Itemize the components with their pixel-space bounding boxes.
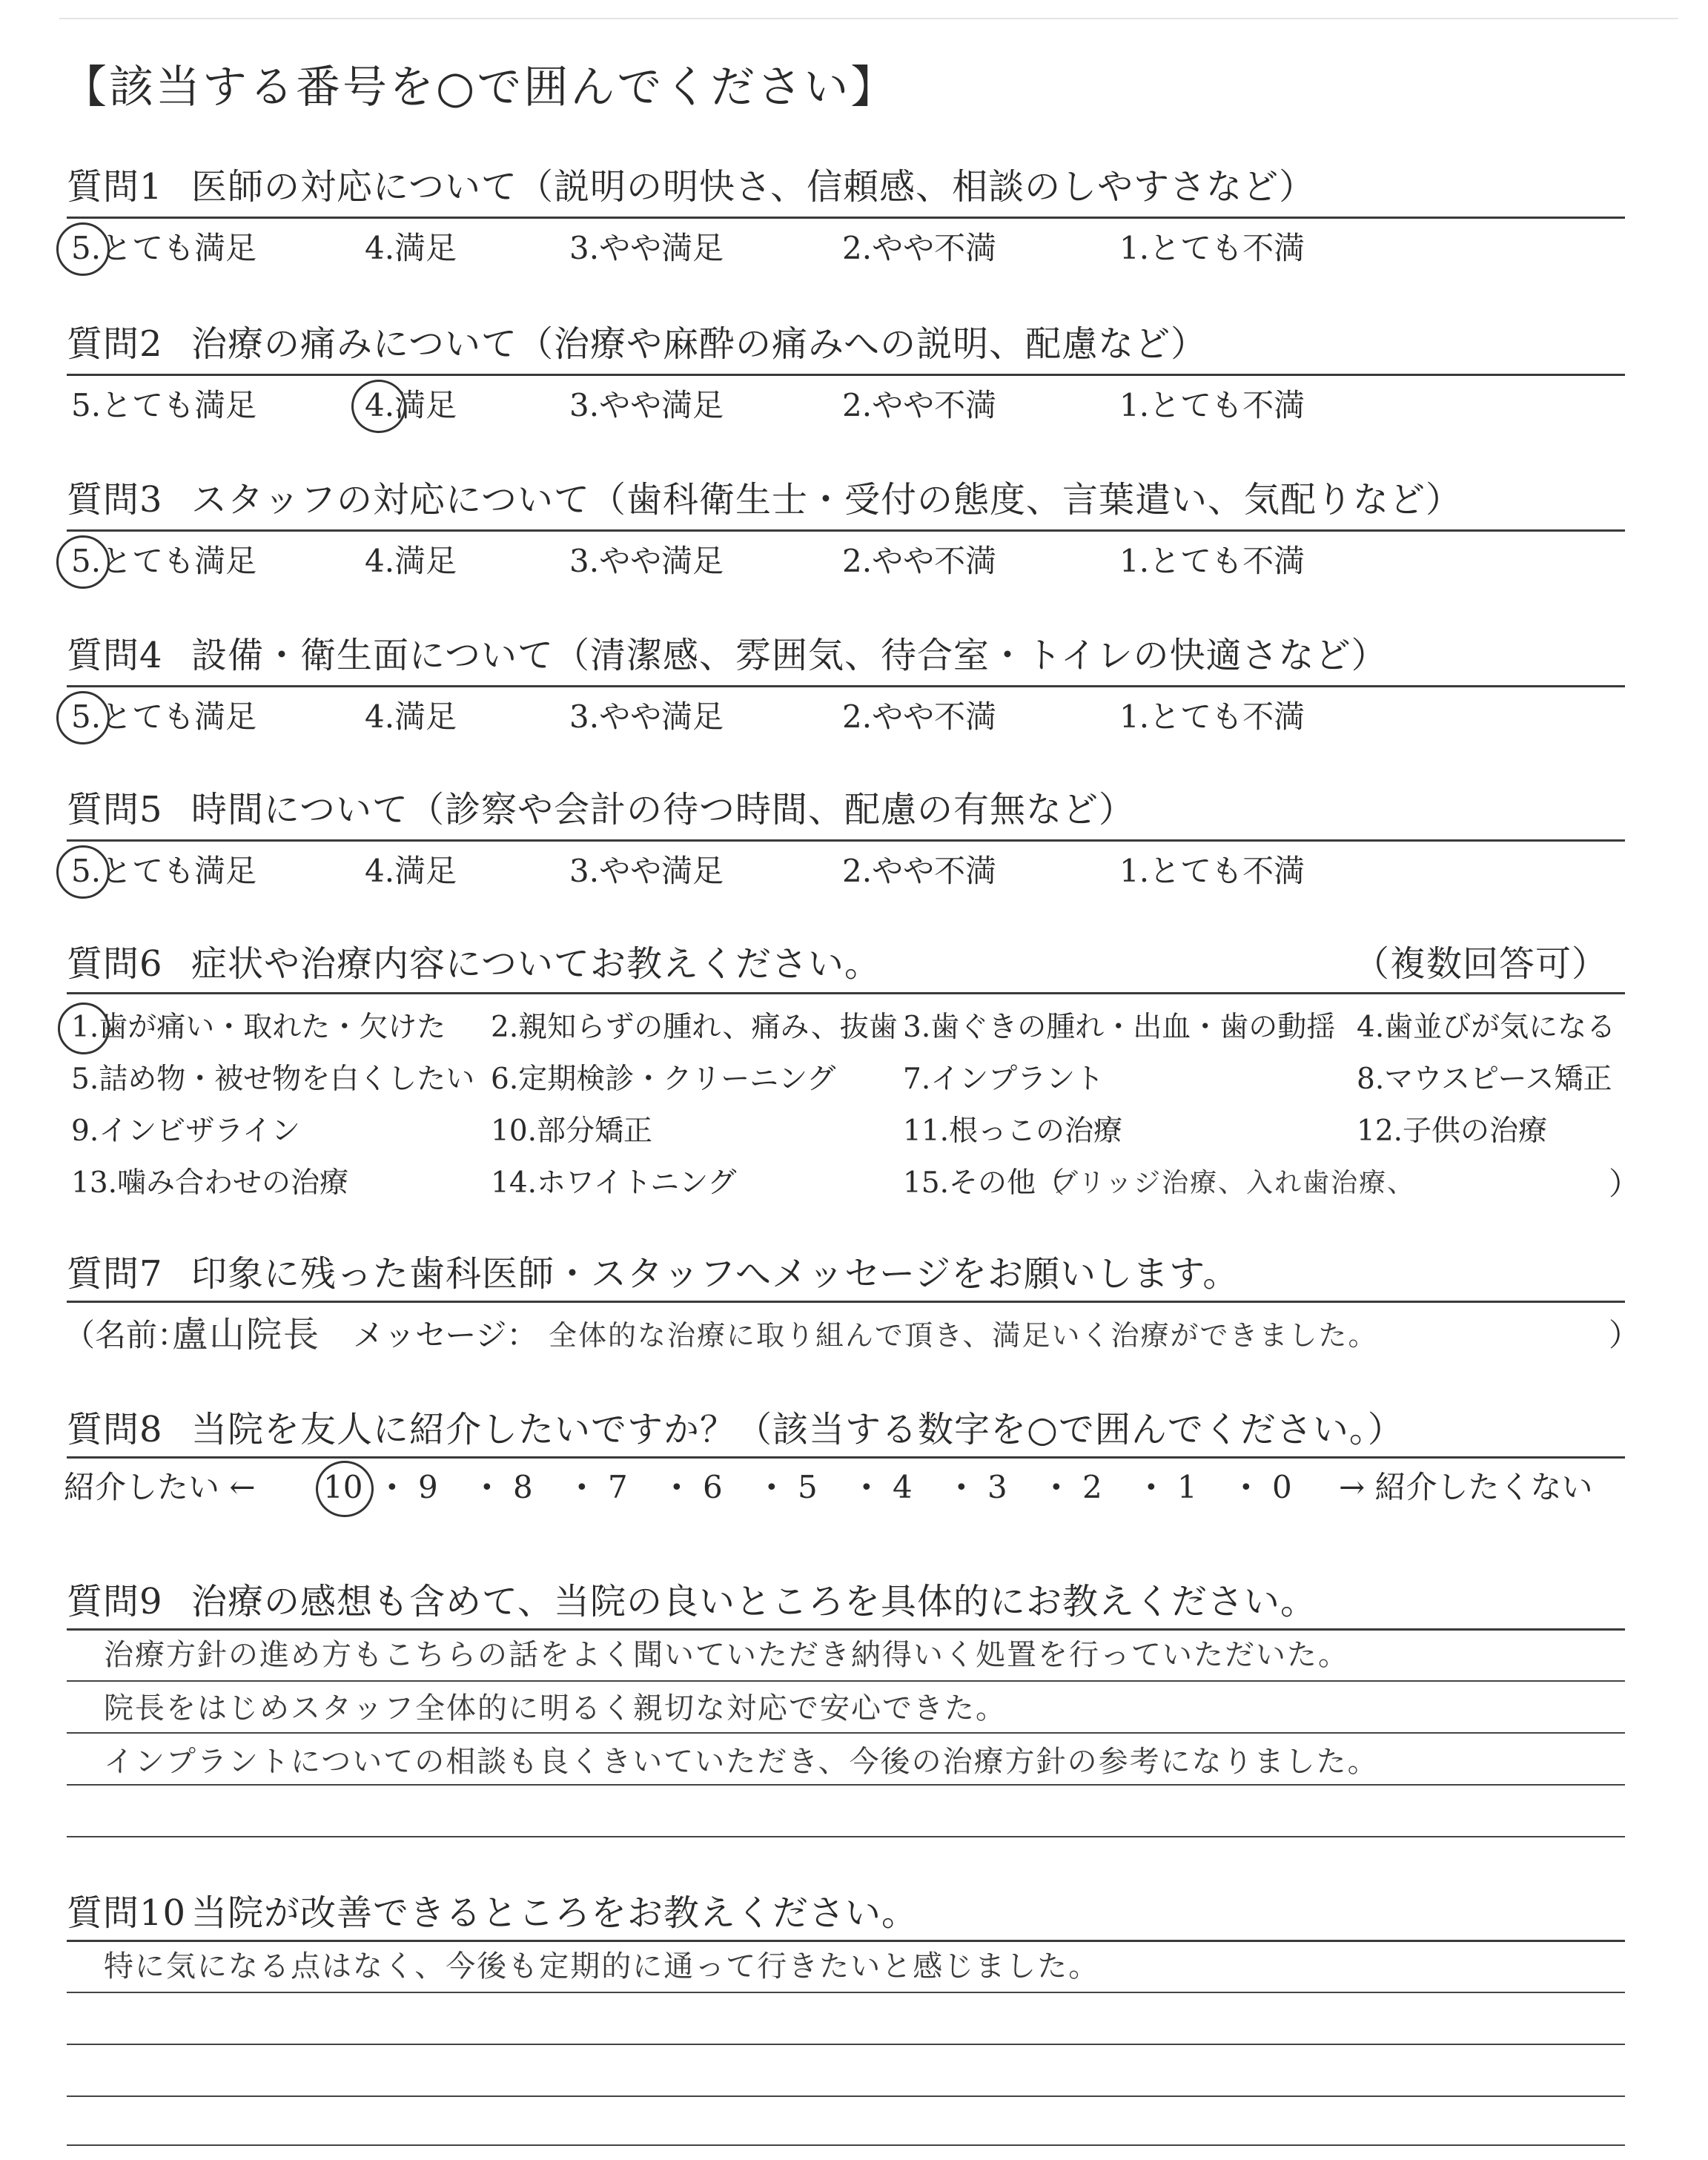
q8-scale-1[interactable]: 1 xyxy=(1177,1469,1197,1505)
q1-option-1[interactable]: 1.とても不満 xyxy=(1119,230,1305,266)
q8-scale-8[interactable]: 8 xyxy=(513,1469,533,1505)
q9-answer-text-1[interactable]: 治療方針の進め方もこちらの話をよく聞いていただき納得いく処置を行っていただいた。 xyxy=(104,1638,1349,1672)
q6-option-14[interactable]: 14.ホワイトニング xyxy=(491,1166,737,1200)
q6-option-3[interactable]: 3.歯ぐきの腫れ・出血・歯の動揺 xyxy=(903,1011,1336,1044)
q6-option-7[interactable]: 7.インプラント xyxy=(903,1063,1105,1096)
q10-answer-line-1 xyxy=(67,1992,1625,1993)
q9-answer-text-2[interactable]: 院長をはじめスタッフ全体的に明るく親切な対応で安心できた。 xyxy=(104,1691,1007,1725)
q6-option-13[interactable]: 13.噛み合わせの治療 xyxy=(71,1166,349,1200)
q8-scale-10[interactable]: 10 xyxy=(323,1469,363,1505)
q7-name-value[interactable]: 盧山院長 xyxy=(172,1314,321,1355)
q10-answer-line-2 xyxy=(67,2044,1625,2045)
q8-scale-dot: • xyxy=(1050,1475,1063,1501)
q7-close-paren: ） xyxy=(1609,1317,1641,1353)
question-9-rule xyxy=(67,1628,1625,1631)
q6-option-5[interactable]: 5.詰め物・被せ物を白くしたい xyxy=(71,1063,475,1096)
q10-answer-line-3 xyxy=(67,2095,1625,2097)
q2-option-2[interactable]: 2.やや不満 xyxy=(842,387,997,423)
q3-option-1[interactable]: 1.とても不満 xyxy=(1119,543,1305,579)
q8-scale-dot: • xyxy=(860,1475,873,1501)
q8-scale-dot: • xyxy=(955,1475,968,1501)
q3-option-2[interactable]: 2.やや不満 xyxy=(842,543,997,579)
q8-scale-2[interactable]: 2 xyxy=(1082,1469,1102,1505)
q9-answer-line-4 xyxy=(67,1836,1625,1837)
q6-option-9[interactable]: 9.インビザライン xyxy=(71,1114,301,1148)
question-4-title: 質問4 設備・衛生面について（清潔感、雰囲気、待合室・トイレの快適さなど） xyxy=(67,635,1388,676)
q2-selected-circle xyxy=(351,380,406,433)
q6-other-close-paren: ） xyxy=(1609,1166,1641,1202)
q4-selected-circle xyxy=(56,691,110,744)
q8-scale-6[interactable]: 6 xyxy=(703,1469,723,1505)
question-10-rule xyxy=(67,1940,1625,1942)
q5-option-3[interactable]: 3.やや満足 xyxy=(569,853,724,889)
q7-name-label: （名前： xyxy=(64,1317,189,1353)
question-10-title: 質問10 当院が改善できるところをお教えください。 xyxy=(67,1892,918,1934)
q8-scale-dot: • xyxy=(1145,1475,1158,1501)
q8-scale-5[interactable]: 5 xyxy=(798,1469,818,1505)
survey-heading: 【該当する番号を○で囲んでください】 xyxy=(62,62,898,113)
question-3-rule xyxy=(67,529,1625,532)
question-7-rule xyxy=(67,1301,1625,1303)
q6-option-2[interactable]: 2.親知らずの腫れ、痛み、抜歯 xyxy=(491,1011,898,1044)
q6-option-1[interactable]: 1.歯が痛い・取れた・欠けた xyxy=(71,1011,446,1044)
q4-option-1[interactable]: 1.とても不満 xyxy=(1119,698,1305,735)
q5-option-1[interactable]: 1.とても不満 xyxy=(1119,853,1305,889)
q7-message-value[interactable]: 全体的な治療に取り組んで頂き、満足いく治療ができました。 xyxy=(549,1319,1378,1352)
q6-option-15[interactable]: 15.その他（ xyxy=(903,1166,1065,1200)
q10-answer-line-4 xyxy=(67,2144,1625,2146)
question-5-title: 質問5 時間について（診察や会計の待つ時間、配慮の有無など） xyxy=(67,789,1136,830)
q1-option-3[interactable]: 3.やや満足 xyxy=(569,230,724,266)
q6-option-8[interactable]: 8.マウスピース矯正 xyxy=(1357,1063,1612,1096)
q8-scale-3[interactable]: 3 xyxy=(987,1469,1007,1505)
q2-option-5[interactable]: 5.とても満足 xyxy=(71,387,257,423)
q6-option-4[interactable]: 4.歯並びが気になる xyxy=(1357,1011,1616,1044)
q5-selected-circle xyxy=(56,845,110,899)
q4-option-3[interactable]: 3.やや満足 xyxy=(569,698,724,735)
q9-answer-text-3[interactable]: インプラントについての相談も良くきいていただき、今後の治療方針の参考になりました。 xyxy=(104,1745,1379,1779)
question-8-title: 質問8 当院を友人に紹介したいですか？（該当する数字を○で囲んでください。） xyxy=(67,1409,1404,1450)
q2-option-3[interactable]: 3.やや満足 xyxy=(569,387,724,423)
q4-option-4[interactable]: 4.満足 xyxy=(365,698,457,735)
q5-option-4[interactable]: 4.満足 xyxy=(365,853,457,889)
q5-option-5[interactable]: 5.とても満足 xyxy=(71,853,257,889)
q4-option-5[interactable]: 5.とても満足 xyxy=(71,698,257,735)
q6-option-12[interactable]: 12.子供の治療 xyxy=(1357,1114,1548,1148)
q1-option-2[interactable]: 2.やや不満 xyxy=(842,230,997,266)
q9-answer-line-2 xyxy=(67,1732,1625,1734)
q1-selected-circle xyxy=(56,222,110,276)
question-3-title: 質問3 スタッフの対応について（歯科衛生士・受付の態度、言葉遣い、気配りなど） xyxy=(67,479,1463,521)
q8-scale-9[interactable]: 9 xyxy=(418,1469,438,1505)
q6-option-6[interactable]: 6.定期検診・クリーニング xyxy=(491,1063,836,1096)
q4-option-2[interactable]: 2.やや不満 xyxy=(842,698,997,735)
q7-message-label: メッセージ： xyxy=(353,1317,538,1353)
q5-option-2[interactable]: 2.やや不満 xyxy=(842,853,997,889)
q6-selected-circle xyxy=(58,1003,110,1054)
q2-option-4[interactable]: 4.満足 xyxy=(365,387,457,423)
question-1-rule xyxy=(67,217,1625,219)
q8-scale-dot: • xyxy=(385,1475,399,1501)
q6-option-11[interactable]: 11.根っこの治療 xyxy=(903,1114,1123,1148)
question-6-rule xyxy=(67,992,1625,994)
question-1-title: 質問1 医師の対応について（説明の明快さ、信頼感、相談のしやすさなど） xyxy=(67,166,1316,208)
q8-scale-0[interactable]: 0 xyxy=(1272,1469,1292,1505)
q8-scale-dot: • xyxy=(670,1475,683,1501)
q3-selected-circle xyxy=(56,535,110,589)
q8-scale-4[interactable]: 4 xyxy=(893,1469,913,1505)
q1-option-5[interactable]: 5.とても満足 xyxy=(71,230,257,266)
q8-selected-circle xyxy=(316,1461,374,1517)
q8-scale-dot: • xyxy=(480,1475,494,1501)
question-9-title: 質問9 治療の感想も含めて、当院の良いところを具体的にお教えください。 xyxy=(67,1581,1317,1622)
top-edge-line xyxy=(59,18,1678,19)
question-7-title: 質問7 印象に残った歯科医師・スタッフへメッセージをお願いします。 xyxy=(67,1253,1239,1295)
question-6-title: 質問6 症状や治療内容についてお教えください。 xyxy=(67,943,881,985)
q8-scale-dot: • xyxy=(765,1475,778,1501)
question-2-title: 質問2 治療の痛みについて（治療や麻酔の痛みへの説明、配慮など） xyxy=(67,323,1208,365)
q8-scale-7[interactable]: 7 xyxy=(608,1469,628,1505)
q1-option-4[interactable]: 4.満足 xyxy=(365,230,457,266)
q8-scale-dot: • xyxy=(575,1475,589,1501)
question-8-rule xyxy=(67,1456,1625,1459)
question-4-rule xyxy=(67,685,1625,687)
question-6-note: （複数回答可） xyxy=(1354,943,1609,985)
q6-other-answer[interactable]: ブリッジ治療、入れ歯治療、 xyxy=(1051,1168,1416,1198)
q9-answer-line-3 xyxy=(67,1784,1625,1786)
question-2-rule xyxy=(67,374,1625,376)
q6-option-10[interactable]: 10.部分矯正 xyxy=(491,1114,653,1148)
q10-answer-text-1[interactable]: 特に気になる点はなく、今後も定期的に通って行きたいと感じました。 xyxy=(104,1949,1100,1984)
q2-option-1[interactable]: 1.とても不満 xyxy=(1119,387,1305,423)
q8-scale-dot: • xyxy=(1239,1475,1253,1501)
q8-right-label: → 紹介したくない xyxy=(1339,1469,1593,1505)
q3-option-4[interactable]: 4.満足 xyxy=(365,543,457,579)
q3-option-3[interactable]: 3.やや満足 xyxy=(569,543,724,579)
q8-left-label: 紹介したい ← xyxy=(64,1469,256,1505)
q3-option-5[interactable]: 5.とても満足 xyxy=(71,543,257,579)
question-5-rule xyxy=(67,839,1625,842)
q9-answer-line-1 xyxy=(67,1680,1625,1682)
